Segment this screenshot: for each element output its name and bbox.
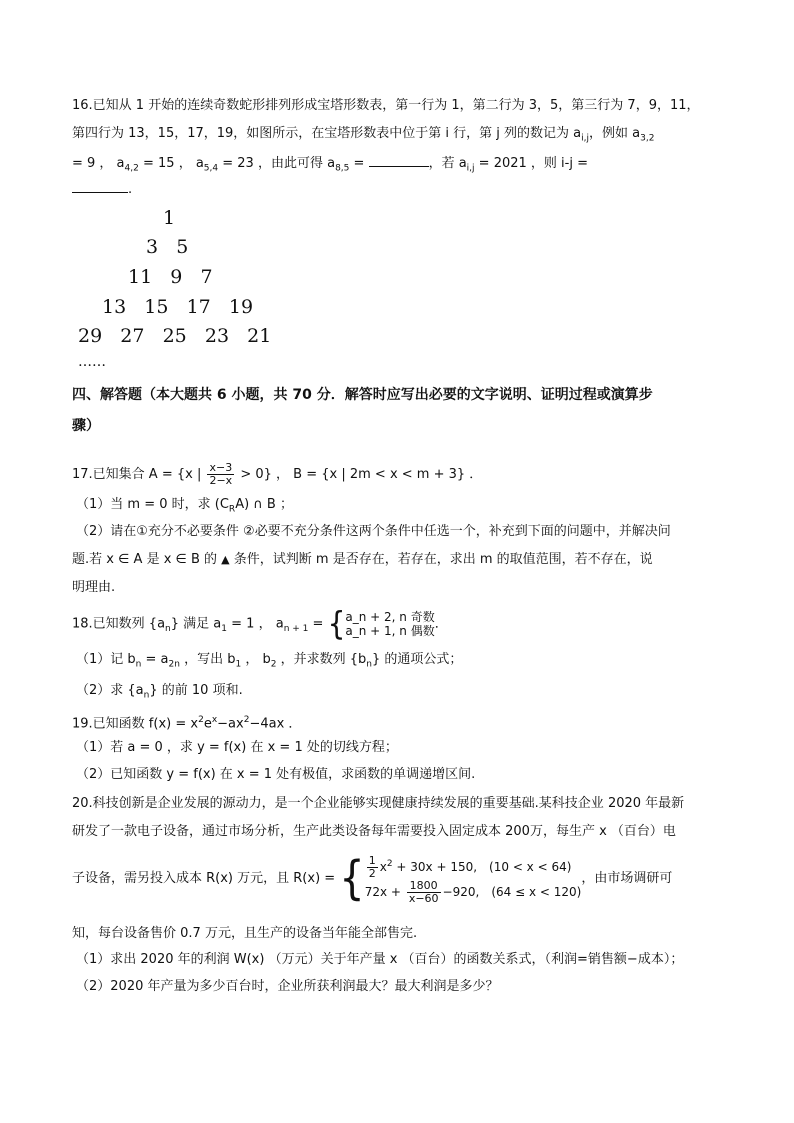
- case-1: [365, 852, 582, 880]
- subscript: 1: [235, 659, 242, 670]
- subscript: n: [143, 690, 150, 701]
- text: 19.已知函数 f(x) = x: [72, 716, 199, 732]
- text: } 满足 a: [170, 616, 222, 632]
- text: 16.已知从 1 开始的连续奇数蛇形排列形成宝塔形数表，第一行为 1，第二行为 3，5，第三行为 7，9，11，: [72, 98, 700, 113]
- piecewise-cases: [345, 610, 434, 638]
- denominator: 2−x: [209, 474, 233, 487]
- text: ，若 a: [428, 156, 467, 171]
- triangle-row-5: 29 27 25 23 21: [78, 325, 272, 347]
- q19-line-2: （1）若 a = 0 ，求 y = f(x) 在 x = 1 处的切线方程；: [76, 740, 398, 755]
- text: = 23 ，由此可得 a: [218, 156, 336, 171]
- triangle-mark-icon: ▲: [221, 553, 230, 566]
- q17-line-2: [76, 497, 293, 518]
- subscript: 2n: [168, 659, 180, 670]
- q18-line-3: [76, 683, 243, 704]
- text: 18.已知数列 {a: [72, 616, 166, 632]
- q18-line-2: [76, 652, 462, 673]
- subscript: n: [165, 624, 171, 635]
- case-1: a_n + 2, n 奇数: [345, 610, 435, 624]
- subscript: 3,2: [640, 133, 655, 144]
- subscript: i,j: [581, 133, 590, 144]
- subscript: 2: [270, 659, 277, 670]
- q16-line-4: [72, 180, 132, 198]
- text: = 9 ， a: [72, 156, 125, 171]
- text: 第四行为 13，15，17，19，如图所示，在宝塔形数表中位于第 i 行，第 j 列的数记为 a: [72, 126, 582, 141]
- q16-line-3: [72, 154, 588, 177]
- superscript: 2: [243, 715, 250, 725]
- q18-line-1: [72, 604, 448, 643]
- text: > 0} ， B = {x | 2m < x < m + 3} ．: [236, 467, 483, 482]
- text: −4ax ．: [249, 716, 302, 732]
- text: e: [203, 716, 212, 732]
- text: ，写出 b: [179, 652, 236, 667]
- fraction: [407, 880, 441, 905]
- subscript: 5,4: [203, 163, 219, 174]
- q17-line-3: （2）请在①充分不必要条件 ②必要不充分条件这两个条件中任选一个，补充到下面的问题中，并解决问: [76, 524, 671, 539]
- section-heading-line-2: 骤）: [72, 418, 100, 434]
- q20-line-1: 20.科技创新是企业发展的源动力，是一个企业能够实现健康持续发展的重要基础.某科技企业 2020 年最新: [72, 796, 685, 811]
- text: 72x +: [364, 885, 405, 899]
- text: .: [128, 182, 133, 197]
- answer-blank: [72, 180, 128, 193]
- case-2: [365, 880, 582, 905]
- text: =: [349, 156, 369, 171]
- text: 题.若 x ∈ A 是 x ∈ B 的: [72, 552, 222, 567]
- q20-line-3: [72, 852, 672, 905]
- text: =: [308, 616, 328, 632]
- q20-line-4: 知，每台设备售价 0.7 万元，且生产的设备当年能全部售完.: [72, 926, 418, 941]
- subscript: R: [228, 504, 236, 515]
- q16-line-1: [72, 98, 700, 114]
- section-heading-line-1: 四、解答题（本大题共 6 小题，共 70 分．解答时应写出必要的文字说明、证明过程或演算步: [72, 387, 653, 403]
- triangle-row-3: 11 9 7: [128, 266, 213, 288]
- answer-blank: [369, 154, 429, 167]
- text: −ax: [217, 716, 244, 732]
- subscript: n: [135, 659, 142, 670]
- subscript: n: [366, 659, 372, 670]
- text: ．: [434, 616, 448, 632]
- superscript: 2: [386, 859, 393, 869]
- text: 条件，试判断 m 是否存在，若存在，求出 m 的取值范围，若不存在，说: [229, 552, 653, 567]
- superscript: 2: [198, 715, 204, 725]
- left-brace: {: [339, 852, 365, 905]
- text: + 30x + 150, (10 < x < 64): [392, 860, 572, 874]
- q19-line-3: （2）已知函数 y = f(x) 在 x = 1 处有极值，求函数的单调递增区间.: [76, 767, 476, 782]
- text: = 2021 ，则 i-j =: [474, 156, 588, 171]
- text: = a: [141, 652, 169, 667]
- q17-line-4: [72, 552, 653, 568]
- subscript: 8,5: [335, 163, 350, 174]
- triangle-row-4: 13 15 17 19: [102, 296, 254, 318]
- denominator: 2: [368, 867, 376, 880]
- numerator: 1: [368, 854, 376, 867]
- fraction: [367, 855, 378, 880]
- text: （1）当 m = 0 时，求 (C: [76, 497, 229, 512]
- text: ，由市场调研可: [581, 871, 673, 886]
- subscript: n + 1: [283, 624, 309, 635]
- piecewise-cases: [365, 852, 582, 905]
- fraction: [207, 462, 234, 487]
- text: 17.已知集合 A = {x |: [72, 467, 206, 482]
- text: } 的前 10 项和.: [149, 683, 243, 698]
- q20-line-2: 研发了一款电子设备，通过市场分析，生产此类设备每年需要投入固定成本 200万，每生产 x （百台）电: [72, 824, 676, 839]
- subscript: 1: [221, 624, 228, 635]
- q20-line-6: （2）2020 年产量为多少百台时，企业所获利润最大？最大利润是多少？: [76, 979, 499, 994]
- text: x: [379, 860, 387, 874]
- q17-line-5: 明理由.: [72, 580, 116, 595]
- triangle-ellipsis: ……: [78, 354, 106, 370]
- text: −920, (64 ≤ x < 120): [442, 885, 582, 899]
- denominator: x−60: [408, 892, 439, 905]
- text: 子设备，需另投入成本 R(x) 万元，且 R(x) =: [72, 871, 340, 886]
- text: = 1 ， a: [227, 616, 284, 632]
- triangle-row-2: 3 5: [146, 236, 189, 258]
- q20-line-5: （1）求出 2020 年的利润 W(x) （万元）关于年产量 x （百台）的函数关系式，（利润=销售额−成本）；: [76, 952, 684, 967]
- left-brace: {: [327, 604, 346, 643]
- text: ， b: [241, 652, 271, 667]
- case-2: a_n + 1, n 偶数: [345, 624, 435, 638]
- text: （2）求 {a: [76, 683, 144, 698]
- subscript: 4,2: [124, 163, 139, 174]
- q17-line-1: [72, 462, 482, 487]
- numerator: 1800: [407, 880, 441, 893]
- q19-line-1: [72, 712, 301, 732]
- text: ，例如 a: [589, 126, 641, 141]
- text: （1）记 b: [76, 652, 136, 667]
- text: = 15 ， a: [138, 156, 204, 171]
- subscript: i,j: [466, 163, 475, 174]
- text: } 的通项公式；: [371, 652, 463, 667]
- text: ，并求数列 {b: [276, 652, 367, 667]
- text: A) ∩ B ；: [235, 497, 293, 512]
- superscript: x: [211, 715, 218, 725]
- triangle-row-1: 1: [163, 207, 176, 229]
- numerator: x−3: [209, 461, 233, 474]
- q16-line-2: [72, 126, 654, 147]
